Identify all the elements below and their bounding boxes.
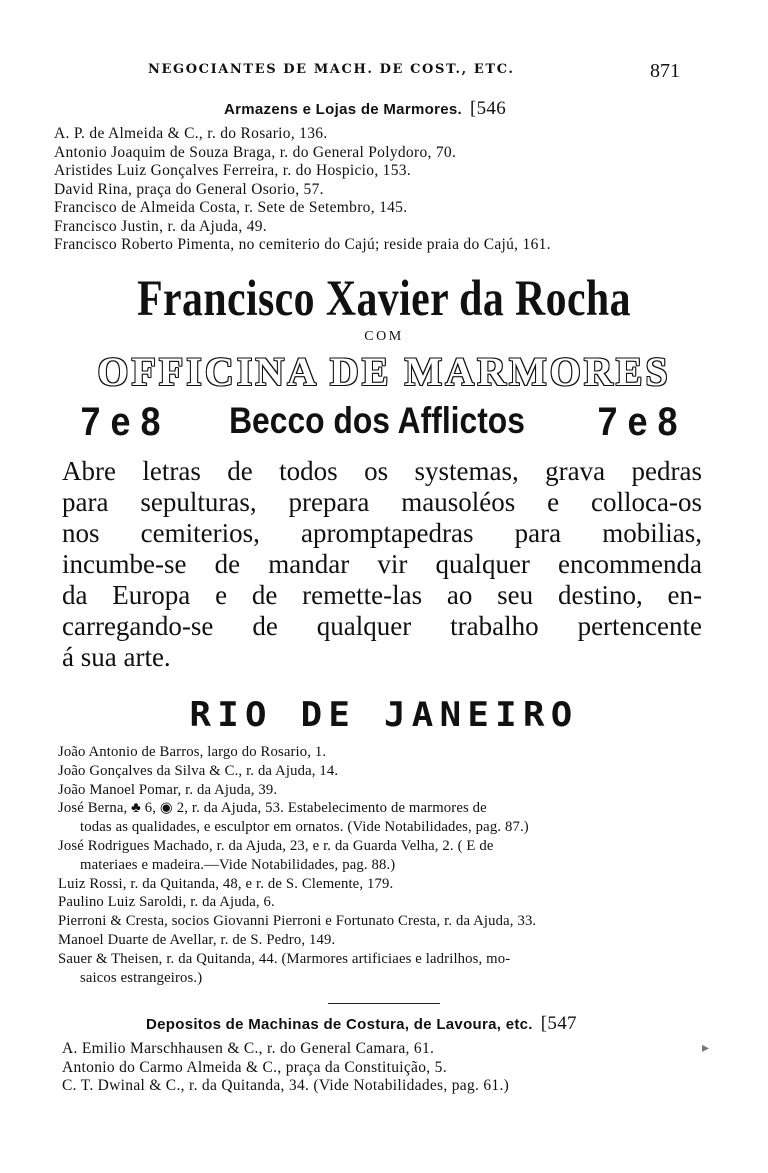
list-item: A. Emilio Marschhausen & C., r. do General Camara, 61. bbox=[62, 1040, 435, 1057]
city-title: RIO DE JANEIRO bbox=[189, 695, 579, 735]
list-item: Francisco de Almeida Costa, r. Sete de Setembro, 145. bbox=[54, 199, 408, 216]
advert-body-line: carregando-se de qualquer trabalho pertencente bbox=[62, 611, 702, 641]
section-heading-marmores bbox=[224, 98, 506, 120]
list-item: Manoel Duarte de Avellar, r. de S. Pedro, 149. bbox=[58, 931, 336, 948]
advert-com: COM bbox=[364, 329, 404, 344]
section-heading-machinas bbox=[146, 1013, 577, 1035]
rio-marmores-list bbox=[58, 743, 536, 987]
printer-mark: ▸ bbox=[702, 1041, 710, 1056]
list-item: Pierroni & Cresta, socios Giovanni Pierroni e Fortunato Cresta, r. da Ajuda, 33. bbox=[58, 913, 537, 930]
marmores-list bbox=[54, 125, 551, 255]
list-item: José Rodrigues Machado, r. da Ajuda, 23, e r. da Guarda Velha, 2. ( E de bbox=[58, 837, 494, 854]
advert-body-line: para sepulturas, prepara mausoléos e colloca-os bbox=[62, 487, 702, 517]
list-item-continuation: materiaes e madeira.—Vide Notabilidades, pag. 88.) bbox=[80, 856, 396, 873]
advert-body-line: nos cemiterios, apromptapedras para mobilias, bbox=[62, 518, 702, 548]
section-reference: [546 bbox=[469, 98, 506, 119]
section-title: Armazens e Lojas de Marmores. bbox=[224, 101, 462, 118]
list-item: C. T. Dwinal & C., r. da Quitanda, 34. (Vide Notabilidades, pag. 61.) bbox=[62, 1077, 510, 1094]
list-item: João Antonio de Barros, largo do Rosario, 1. bbox=[58, 744, 327, 760]
advert-body-line: Abre letras de todos os systemas, grava pedras bbox=[62, 456, 702, 486]
list-item: Antonio Joaquim de Souza Braga, r. do General Polydoro, 70. bbox=[54, 143, 457, 161]
running-head: NEGOCIANTES DE MACH. DE COST., ETC. bbox=[148, 62, 515, 77]
address-number-right: 7 e 8 bbox=[597, 400, 678, 444]
advert-business-name: Francisco Xavier da Rocha bbox=[137, 271, 631, 327]
list-item: Sauer & Theisen, r. da Quitanda, 44. (Marmores artificiaes e ladrilhos, mo- bbox=[58, 950, 511, 967]
list-item: Francisco Justin, r. da Ajuda, 49. bbox=[54, 217, 267, 235]
list-item-continuation: todas as qualidades, e esculptor em ornatos. (Vide Notabilidades, pag. 87.) bbox=[80, 819, 529, 836]
list-item: Aristides Luiz Gonçalves Ferreira, r. do Hospicio, 153. bbox=[54, 162, 411, 179]
address-number-left: 7 e 8 bbox=[80, 400, 161, 444]
section-divider bbox=[328, 1003, 440, 1004]
list-item: José Berna, ♣ 6, ◉ 2, r. da Ajuda, 53. Estabelecimento de marmores de bbox=[58, 800, 487, 817]
advert-body-line: da Europa e de remette-las ao seu destino, en- bbox=[62, 580, 702, 610]
advert-body-line: á sua arte. bbox=[62, 642, 171, 672]
list-item: Luiz Rossi, r. da Quitanda, 48, e r. de S. Clemente, 179. bbox=[58, 875, 394, 892]
list-item: João Gonçalves da Silva & C., r. da Ajuda, 14. bbox=[58, 762, 339, 779]
list-item: Francisco Roberto Pimenta, no cemiterio do Cajú; reside praia do Cajú, 161. bbox=[54, 236, 551, 253]
list-item: João Manoel Pomar, r. da Ajuda, 39. bbox=[58, 781, 278, 798]
machinas-list bbox=[62, 1040, 509, 1096]
list-item: David Rina, praça do General Osorio, 57. bbox=[54, 180, 324, 198]
advert-officina: OFFICINA DE MARMORES bbox=[97, 349, 671, 394]
advert-address bbox=[62, 398, 692, 458]
section-reference: [547 bbox=[540, 1013, 577, 1034]
address-street: Becco dos Afflictos bbox=[229, 400, 525, 441]
advert-body-line: incumbe-se de mandar vir qualquer encommenda bbox=[62, 549, 702, 579]
list-item-continuation: saicos estrangeiros.) bbox=[80, 969, 203, 986]
list-item: Paulino Luiz Saroldi, r. da Ajuda, 6. bbox=[58, 894, 275, 911]
list-item: Antonio do Carmo Almeida & C., praça da Constituição, 5. bbox=[62, 1058, 447, 1076]
list-item: A. P. de Almeida & C., r. do Rosario, 136. bbox=[54, 125, 328, 142]
advert-body bbox=[62, 456, 702, 673]
page-number: 871 bbox=[650, 60, 680, 82]
section-title: Depositos de Machinas de Costura, de Lavoura, etc. bbox=[146, 1016, 533, 1033]
